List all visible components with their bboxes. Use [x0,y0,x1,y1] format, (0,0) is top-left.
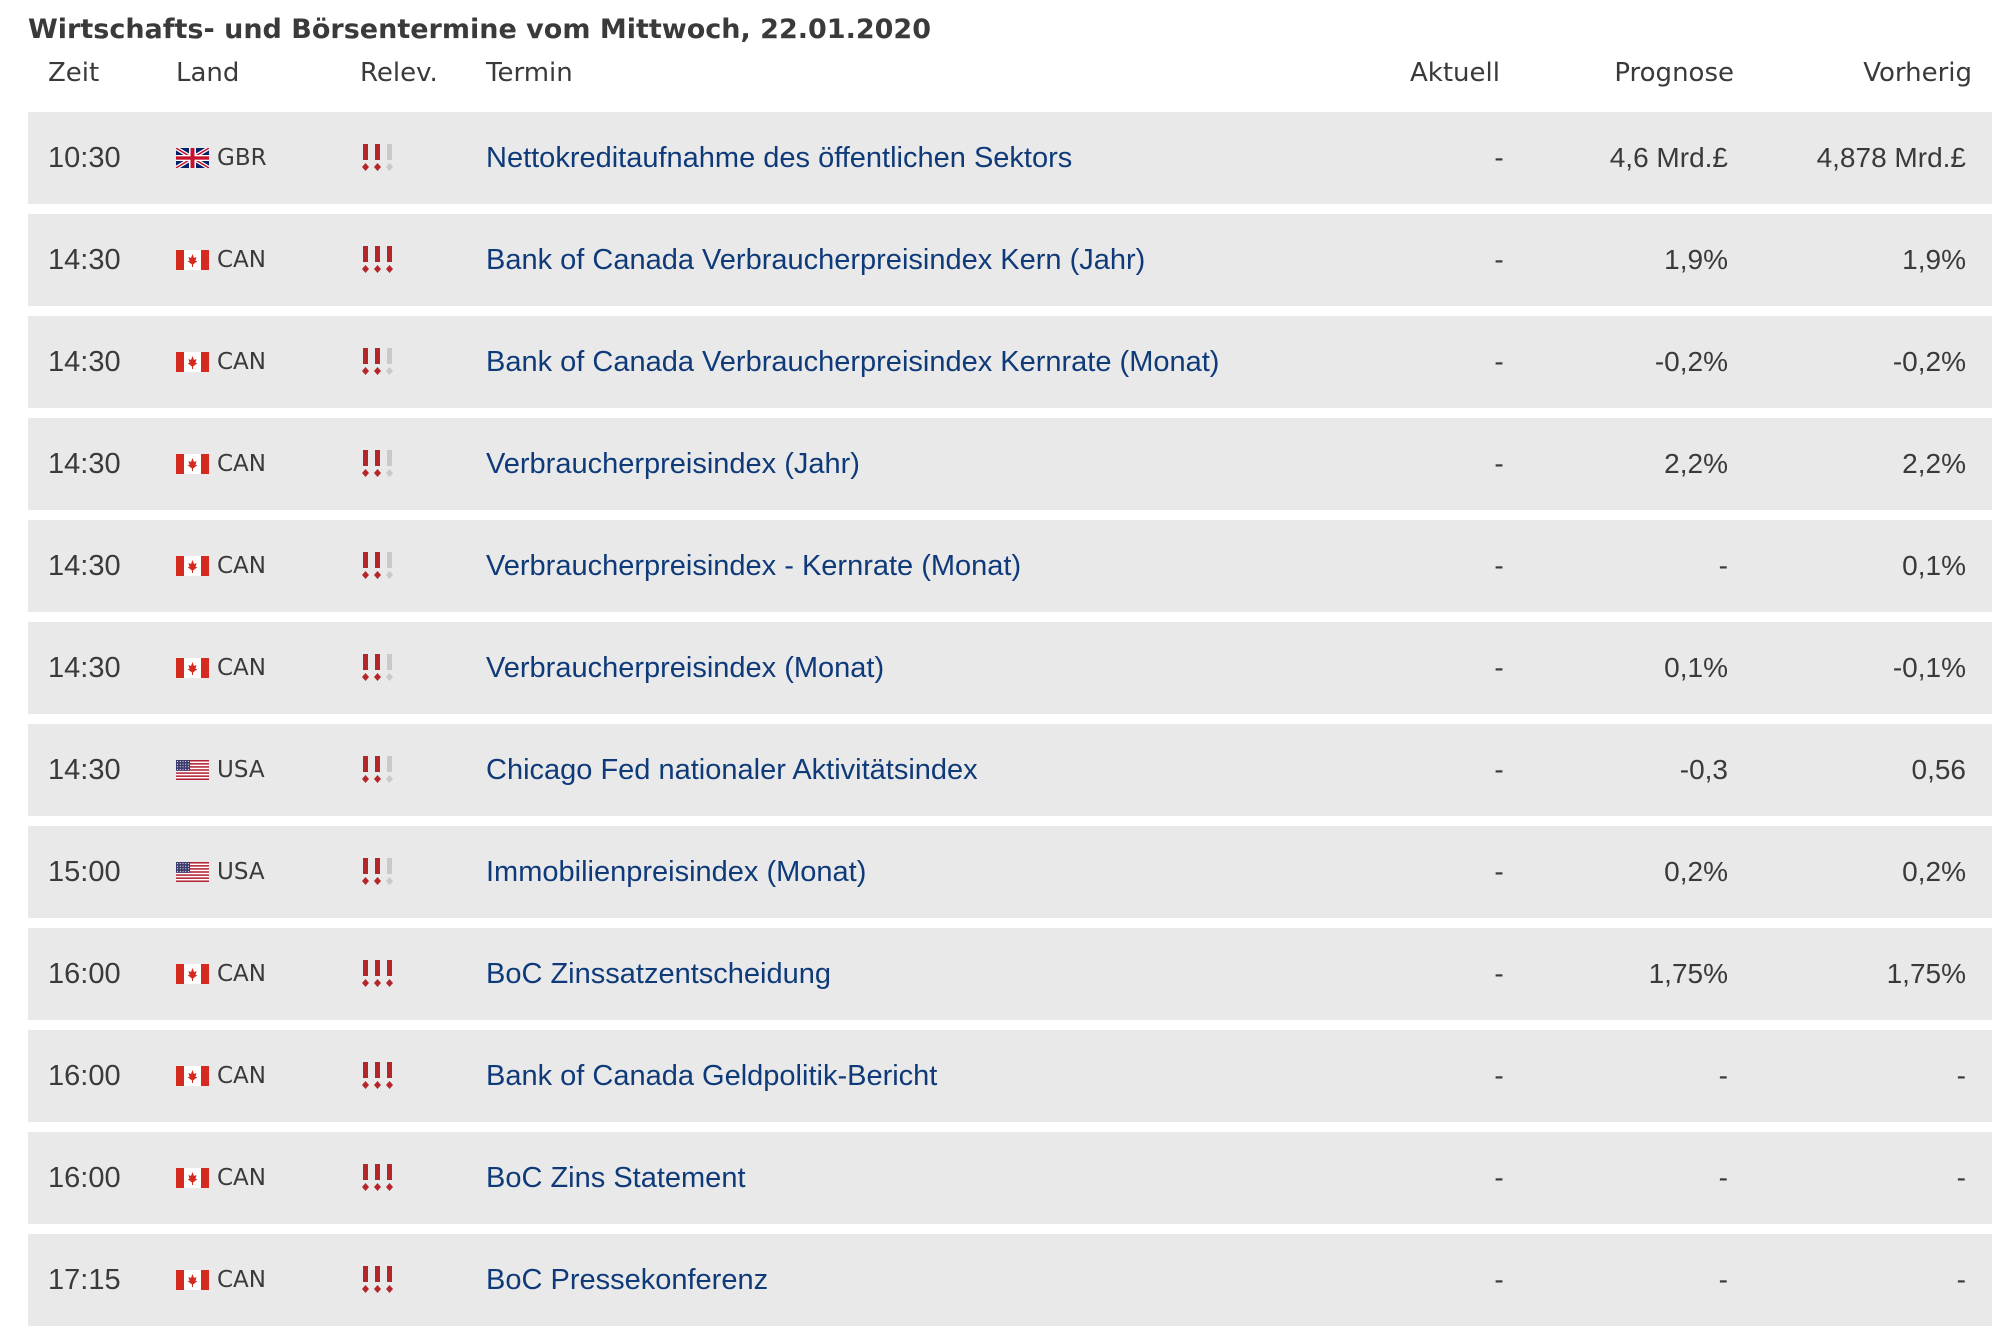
actual-value: - [1494,550,1504,581]
event-time: 14:30 [48,448,121,480]
table-row [28,316,1992,408]
event-link[interactable]: Verbraucherpreisindex (Jahr) [486,448,860,480]
country-code: CAN [217,655,266,681]
previous-value: - [1956,1162,1966,1193]
country-cell [176,928,266,1020]
event-link[interactable]: Bank of Canada Verbraucherpreisindex Kernrate (Monat) [486,346,1220,378]
header-land: Land [176,58,240,88]
forecast-value: 1,75% [1648,958,1728,989]
actual-value: - [1494,754,1504,785]
can-flag-icon [176,1168,209,1188]
can-flag-icon [176,1066,209,1086]
relevance-icon [360,520,400,612]
event-time: 16:00 [48,1162,121,1194]
actual-value: - [1494,1162,1504,1193]
country-code: CAN [217,451,266,477]
actual-value: - [1494,346,1504,377]
header-zeit: Zeit [48,58,100,88]
table-header [28,58,1992,96]
forecast-value: 2,2% [1664,448,1728,479]
table-row [28,826,1992,918]
country-code: USA [217,757,265,783]
table-row [28,1234,1992,1326]
table-row [28,1132,1992,1224]
actual-value: - [1494,652,1504,683]
relevance-icon [360,622,400,714]
country-code: CAN [217,1267,266,1293]
usa-flag-icon [176,760,209,780]
can-flag-icon [176,352,209,372]
actual-value: - [1494,1060,1504,1091]
forecast-value: 1,9% [1664,244,1728,275]
relevance-icon [360,316,400,408]
can-flag-icon [176,658,209,678]
event-link[interactable]: Immobilienpreisindex (Monat) [486,856,867,888]
country-cell [176,1132,266,1224]
country-code: GBR [217,145,267,171]
header-prognose: Prognose [1614,58,1734,88]
actual-value: - [1494,448,1504,479]
country-code: CAN [217,247,266,273]
relevance-icon [360,1132,400,1224]
country-cell [176,622,266,714]
previous-value: -0,1% [1892,652,1966,683]
country-code: CAN [217,1165,266,1191]
can-flag-icon [176,454,209,474]
country-cell [176,316,266,408]
forecast-value: - [1718,1162,1728,1193]
table-row [28,214,1992,306]
event-link[interactable]: BoC Pressekonferenz [486,1264,769,1296]
event-link[interactable]: Bank of Canada Verbraucherpreisindex Kern (Jahr) [486,244,1146,276]
relevance-icon [360,214,400,306]
forecast-value: 4,6 Mrd.£ [1609,142,1728,173]
previous-value: 4,878 Mrd.£ [1816,142,1966,173]
event-time: 10:30 [48,142,121,174]
header-vorherig: Vorherig [1863,58,1972,88]
event-link[interactable]: Bank of Canada Geldpolitik-Bericht [486,1060,938,1092]
forecast-value: - [1718,550,1728,581]
event-link[interactable]: Verbraucherpreisindex - Kernrate (Monat) [486,550,1022,582]
table-row [28,724,1992,816]
event-time: 14:30 [48,346,121,378]
event-link[interactable]: Verbraucherpreisindex (Monat) [486,652,885,684]
forecast-value: - [1718,1060,1728,1091]
event-link[interactable]: Chicago Fed nationaler Aktivitätsindex [486,754,978,786]
event-link[interactable]: Nettokreditaufnahme des öffentlichen Sektors [486,142,1073,174]
relevance-icon [360,112,400,204]
header-relevanz: Relev. [360,58,438,88]
country-code: CAN [217,961,266,987]
actual-value: - [1494,1264,1504,1295]
relevance-icon [360,1234,400,1326]
country-cell [176,1030,266,1122]
table-row [28,418,1992,510]
event-time: 16:00 [48,958,121,990]
actual-value: - [1494,856,1504,887]
can-flag-icon [176,1270,209,1290]
forecast-value: -0,2% [1654,346,1728,377]
can-flag-icon [176,556,209,576]
relevance-icon [360,928,400,1020]
table-row [28,928,1992,1020]
relevance-icon [360,724,400,816]
table-row [28,520,1992,612]
event-time: 14:30 [48,652,121,684]
event-time: 17:15 [48,1264,121,1296]
usa-flag-icon [176,862,209,882]
previous-value: 1,75% [1886,958,1966,989]
event-link[interactable]: BoC Zins Statement [486,1162,746,1194]
previous-value: 1,9% [1902,244,1966,275]
country-code: USA [217,859,265,885]
relevance-icon [360,1030,400,1122]
table-row [28,622,1992,714]
previous-value: 0,1% [1902,550,1966,581]
country-cell [176,520,266,612]
previous-value: 0,2% [1902,856,1966,887]
previous-value: - [1956,1060,1966,1091]
header-termin: Termin [486,58,573,88]
country-code: CAN [217,553,266,579]
previous-value: 0,56 [1911,754,1966,785]
table-row [28,112,1992,204]
actual-value: - [1494,142,1504,173]
event-time: 14:30 [48,754,121,786]
actual-value: - [1494,244,1504,275]
can-flag-icon [176,250,209,270]
country-cell [176,214,266,306]
forecast-value: -0,3 [1679,754,1728,785]
event-link[interactable]: BoC Zinssatzentscheidung [486,958,831,990]
event-time: 15:00 [48,856,121,888]
table-row [28,1030,1992,1122]
relevance-icon [360,418,400,510]
country-cell [176,1234,266,1326]
event-time: 14:30 [48,244,121,276]
country-cell [176,112,267,204]
forecast-value: 0,1% [1664,652,1728,683]
event-time: 16:00 [48,1060,121,1092]
country-cell [176,418,266,510]
forecast-value: - [1718,1264,1728,1295]
gbr-flag-icon [176,148,209,168]
country-cell [176,826,265,918]
events-table [28,112,1992,1336]
page-title: Wirtschafts- und Börsentermine vom Mittwoch, 22.01.2020 [28,14,931,45]
header-aktuell: Aktuell [1410,58,1500,88]
event-time: 14:30 [48,550,121,582]
country-code: CAN [217,349,266,375]
country-cell [176,724,265,816]
relevance-icon [360,826,400,918]
country-code: CAN [217,1063,266,1089]
can-flag-icon [176,964,209,984]
previous-value: - [1956,1264,1966,1295]
forecast-value: 0,2% [1664,856,1728,887]
previous-value: -0,2% [1892,346,1966,377]
previous-value: 2,2% [1902,448,1966,479]
actual-value: - [1494,958,1504,989]
